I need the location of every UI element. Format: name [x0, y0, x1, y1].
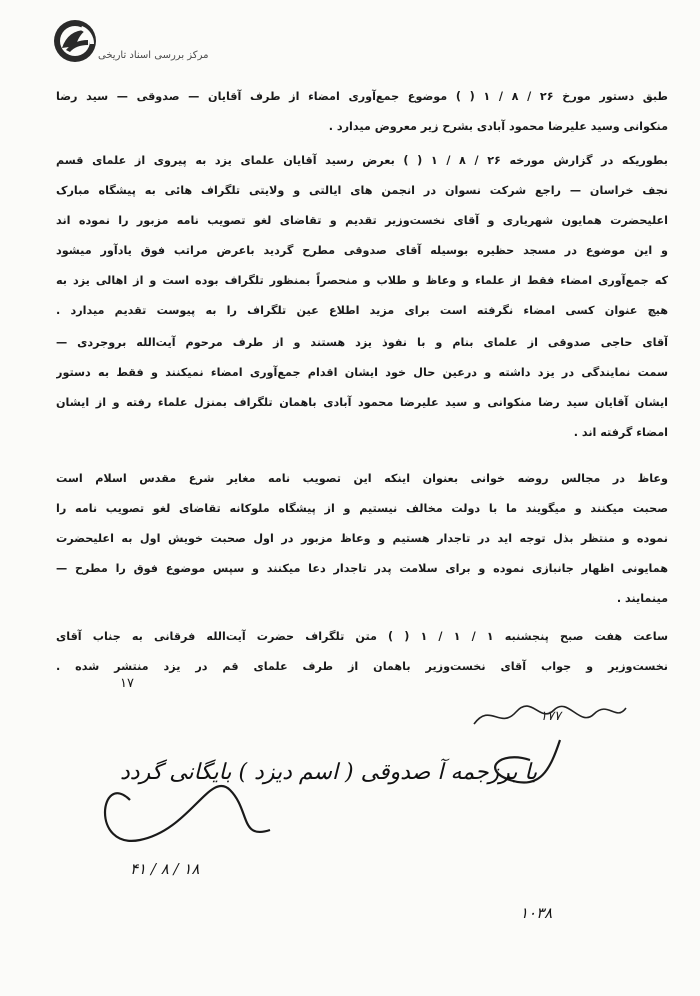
text-line: نموده و منتظر بذل توجه اید در تاجدار هستیم و وعاظ مزبور در اول صحبت خویش اول به اعلیحضرت [56, 532, 668, 545]
archive-name: مرکز بررسی اسناد تاریخی [98, 50, 209, 61]
text-line: طبق دستور مورخ ۲۶ / ۸ / ۱ ( ) موضوع جمع‌آوری امضاء از طرف آقایان — صدوقی — سید رضا [56, 90, 668, 103]
paragraph-1 [56, 82, 668, 142]
text-line: همایونی اظهار جانبازی نموده و برای سلامت پدر تاجدار دعا میکنند و سپس موضوع فوق را مطرح — [56, 562, 668, 575]
text-line: هیچ عنوان کسی امضاء نگرفته است برای مزید اطلاع عین تلگراف را به پیوست تقدیم میدارد . [56, 304, 668, 317]
text-line: و این موضوع در مسجد حظیره بوسیله آقای صدوقی مطرح گردید باعرض مراتب فوق یادآور میشود [56, 244, 668, 257]
text-line: اعلیحضرت همایون شهریاری و آقای نخست‌وزیر تقدیم و تقاضای لغو تصویب نامه مزبور را نموده اند [56, 214, 668, 227]
text-line: منکوانی وسید علیرضا محمود آبادی بشرح زیر معروض میدارد . [328, 120, 668, 133]
text-line: مینمایند . [616, 592, 668, 605]
paragraph-5 [56, 622, 668, 682]
text-line: امضاء گرفته اند . [573, 426, 668, 439]
paragraph-2 [56, 146, 668, 326]
text-line: ایشان آقایان سید رضا منکوانی و سید علیرضا محمود آبادی باهمان تلگراف بمنزل علماء رفته و از ایشان [56, 396, 668, 409]
signature-stroke [70, 730, 630, 870]
text-line: سمت نمایندگی در یزد داشته و درعین حال خود ایشان اقدام جمع‌آوری امضاء نمیکنند و فقط به دستور [56, 366, 668, 379]
text-line: نجف خراسان — راجع شرکت نسوان در انجمن های ایالتی و ولایتی تلگراف هائی به پیشگاه مبارک [56, 184, 668, 197]
handwritten-annotation: با برزجمه آ صدوقی ( اسم دیزد ) بایگانی گردد [120, 760, 538, 785]
handwritten-date: ۱۸ / ۸ / ۴۱ [130, 860, 200, 878]
paragraph-4 [56, 464, 668, 614]
text-line: نخست‌وزیر و جواب آقای نخست‌وزیر باهمان از طرف علمای قم در یزد منتشر شده . [56, 660, 668, 673]
text-line: بطوریکه در گزارش مورخه ۲۶ / ۸ / ۱ ( ) بعرض رسید آقایان علمای یزد به پیروی از علمای قسم [56, 154, 668, 167]
document-number: ۱۰۳۸ [520, 904, 553, 922]
report-body [56, 82, 668, 682]
text-line: ساعت هفت صبح پنجشنبه ۱ / ۱ / ۱ ( ) متن تلگراف حضرت آیت‌الله فرقانی به جناب آقای [56, 630, 668, 643]
scribble-text: ۱۷۷ [540, 709, 561, 724]
text-line: آقای حاجی صدوقی از علمای بنام و با نفوذ یزد هستند و از طرف مرحوم آیت‌الله بروجردی — [56, 336, 668, 349]
page-mark: ۱۷ [120, 676, 134, 691]
text-line: وعاظ در مجالس روضه خوانی بعنوان اینکه این تصویب نامه مغایر شرع مقدس اسلام است [56, 472, 668, 485]
paragraph-3 [56, 328, 668, 448]
text-line: صحبت میکنند و میگویند ما با دولت مخالف نیستیم و از پیشگاه ملوکانه تقاضای لغو تصویب نامه را [56, 502, 668, 515]
archive-logo-icon [52, 18, 98, 64]
text-line: که جمع‌آوری امضاء فقط از علماء و وعاظ و طلاب و منحصراً بمنظور تلگراف بوده است و از اهالی یزد به [56, 274, 668, 287]
